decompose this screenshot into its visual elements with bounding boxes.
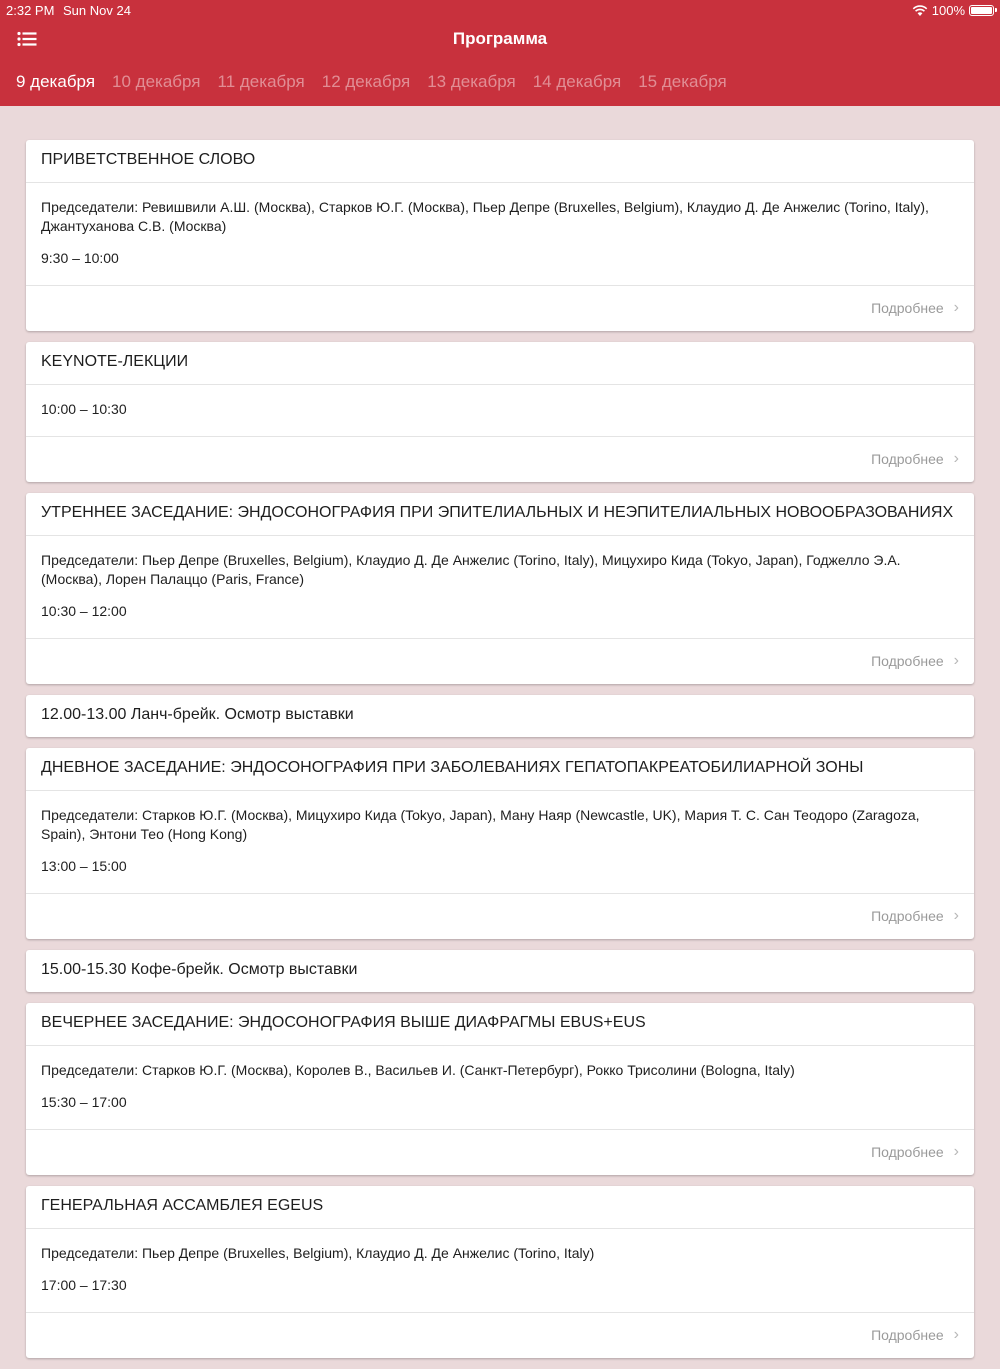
status-date: Sun Nov 24	[63, 3, 131, 18]
more-label: Подробнее	[871, 1144, 944, 1160]
card-footer	[26, 285, 974, 331]
more-label: Подробнее	[871, 300, 944, 316]
session-time: 9:30 – 10:00	[41, 250, 119, 266]
chevron-right-icon: ›	[953, 450, 959, 467]
session-body	[26, 536, 974, 621]
session-title: ДНЕВНОЕ ЗАСЕДАНИЕ: ЭНДОСОНОГРАФИЯ ПРИ ЗАБОЛЕВАНИЯХ ГЕПАТОПАКРЕАТОБИЛИАРНОЙ ЗОНЫ	[26, 748, 974, 791]
status-time: 2:32 PM	[6, 3, 55, 18]
tab-dec-11[interactable]: 11 декабря	[217, 72, 305, 91]
tab-dec-12[interactable]: 12 декабря	[321, 72, 411, 91]
session-time: 10:30 – 12:00	[41, 603, 127, 619]
session-chairs: Председатели: Старков Ю.Г. (Москва), Королев В., Васильев И. (Санкт-Петербург), Рокко Трисолини (Bologna, Italy)	[41, 1062, 795, 1078]
app-header	[0, 0, 1000, 106]
session-body	[26, 791, 974, 876]
more-label: Подробнее	[871, 908, 944, 924]
session-body	[26, 183, 974, 268]
session-body	[26, 1046, 974, 1112]
chevron-right-icon: ›	[953, 907, 959, 924]
session-body	[26, 1229, 974, 1295]
wifi-icon	[912, 5, 928, 17]
session-card[interactable]	[26, 1186, 974, 1358]
more-link[interactable]	[871, 299, 959, 317]
session-time: 10:00 – 10:30	[41, 401, 127, 417]
date-tabs	[16, 72, 727, 92]
more-label: Подробнее	[871, 653, 944, 669]
chevron-right-icon: ›	[953, 1143, 959, 1160]
more-link[interactable]	[871, 652, 959, 670]
program-list	[26, 140, 974, 1369]
chevron-right-icon: ›	[953, 299, 959, 316]
session-chairs: Председатели: Пьер Депре (Bruxelles, Belgium), Клаудио Д. Де Анжелис (Torino, Italy)	[41, 1245, 595, 1261]
page-title: Программа	[452, 29, 548, 48]
more-label: Подробнее	[871, 1327, 944, 1343]
session-card[interactable]	[26, 1003, 974, 1175]
session-chairs: Председатели: Ревишвили А.Ш. (Москва), Старков Ю.Г. (Москва), Пьер Депре (Bruxelles, Belgium), Клаудио Д. Де Анжелис (Torino, Italy), Джантуханова С.В. (Москва)	[41, 199, 929, 234]
more-link[interactable]	[871, 1326, 959, 1344]
session-chairs: Председатели: Пьер Депре (Bruxelles, Belgium), Клаудио Д. Де Анжелис (Torino, Italy), Мицухиро Кида (Tokyo, Japan), Годжелло Э.А. (Москва), Лорен Палаццо (Paris, France)	[41, 552, 901, 587]
session-card[interactable]	[26, 748, 974, 939]
session-card[interactable]	[26, 342, 974, 482]
break-item[interactable]: 15.00-15.30 Кофе-брейк. Осмотр выставки	[26, 950, 974, 992]
session-title: ГЕНЕРАЛЬНАЯ АССАМБЛЕЯ EGEUS	[26, 1186, 974, 1229]
card-footer	[26, 436, 974, 482]
tab-dec-15[interactable]: 15 декабря	[638, 72, 727, 91]
more-label: Подробнее	[871, 451, 944, 467]
session-title: УТРЕННЕЕ ЗАСЕДАНИЕ: ЭНДОСОНОГРАФИЯ ПРИ ЭПИТЕЛИАЛЬНЫХ И НЕЭПИТЕЛИАЛЬНЫХ НОВООБРАЗОВАНИЯХ	[26, 493, 974, 536]
more-link[interactable]	[871, 1143, 959, 1161]
chevron-right-icon: ›	[953, 652, 959, 669]
session-chairs: Председатели: Старков Ю.Г. (Москва), Мицухиро Кида (Tokyo, Japan), Ману Наяр (Newcastle, UK), Мария Т. С. Сан Теодоро (Zaragoza, Spain), Энтони Тео (Hong Kong)	[41, 807, 920, 842]
session-time: 13:00 – 15:00	[41, 858, 127, 874]
session-card[interactable]	[26, 140, 974, 331]
card-footer	[26, 638, 974, 684]
chevron-right-icon: ›	[953, 1326, 959, 1343]
card-footer	[26, 1129, 974, 1175]
card-footer	[26, 893, 974, 939]
status-indicators	[912, 3, 994, 18]
session-title: KEYNOTE-ЛЕКЦИИ	[26, 342, 974, 385]
session-body	[26, 385, 974, 419]
session-time: 15:30 – 17:00	[41, 1094, 127, 1110]
status-bar	[0, 0, 1000, 20]
tab-dec-14[interactable]: 14 декабря	[532, 72, 622, 91]
session-time: 17:00 – 17:30	[41, 1277, 127, 1293]
tab-dec-10[interactable]: 10 декабря	[112, 72, 201, 91]
card-footer	[26, 1312, 974, 1358]
battery-icon	[969, 5, 994, 16]
session-title: ПРИВЕТСТВЕННОЕ СЛОВО	[26, 140, 974, 183]
session-title: ВЕЧЕРНЕЕ ЗАСЕДАНИЕ: ЭНДОСОНОГРАФИЯ ВЫШЕ ДИАФРАГМЫ EBUS+EUS	[26, 1003, 974, 1046]
battery-percent: 100%	[931, 3, 965, 18]
tab-dec-13[interactable]: 13 декабря	[427, 72, 516, 91]
tab-dec-9[interactable]: 9 декабря	[16, 72, 96, 91]
more-link[interactable]	[871, 907, 959, 925]
session-card[interactable]	[26, 493, 974, 684]
break-item[interactable]: 12.00-13.00 Ланч-брейк. Осмотр выставки	[26, 695, 974, 737]
more-link[interactable]	[871, 450, 959, 468]
